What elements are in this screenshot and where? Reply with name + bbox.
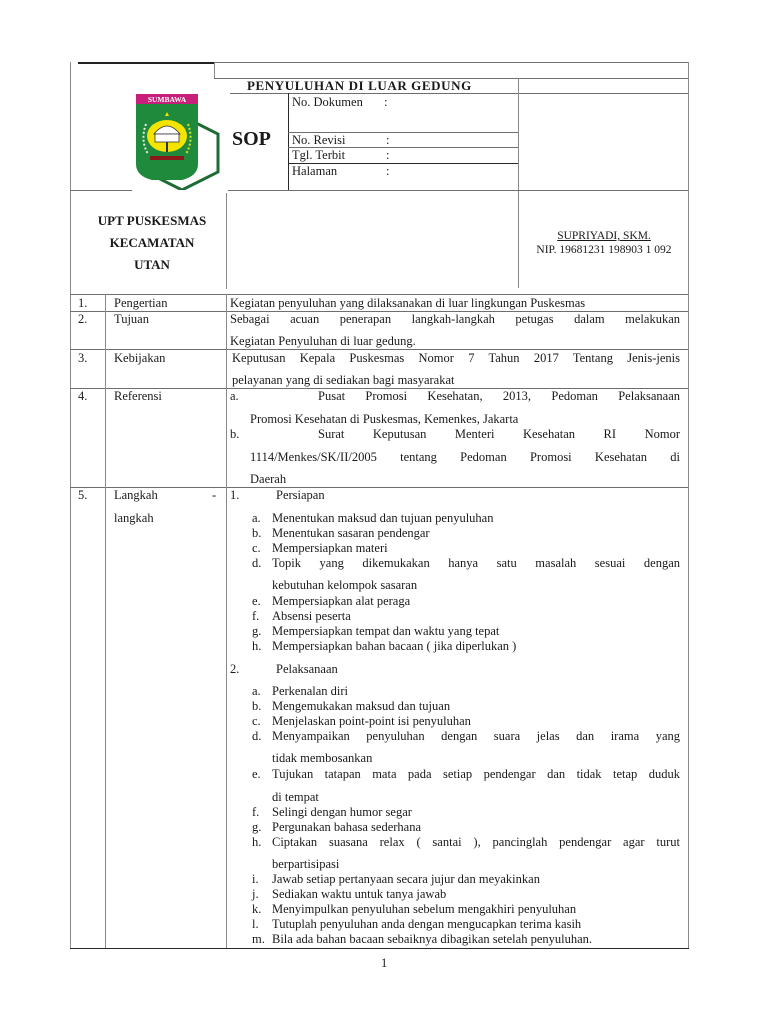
row-number: 2. [78,312,88,326]
header-bottom-left [70,190,132,191]
signature-column-divider [518,78,519,288]
item-letter: i. [252,872,259,886]
reference-letter: b. [230,427,240,441]
item-letter: e. [252,594,261,608]
field-label-halaman: Halaman [292,164,338,178]
list-item: Menyimpulkan penyuluhan sebelum mengakhiri penyuluhan [272,902,577,916]
row-number: 3. [78,351,88,365]
item-letter: f. [252,805,260,819]
item-letter: b. [252,526,262,540]
list-item: Menjelaskan point-point isi penyuluhan [272,714,471,728]
reference-text: 1114/Menkes/SK/II/2005 tentang Pedoman Promosi Kesehatan di [250,450,680,464]
item-letter: h. [252,835,262,849]
header-divider [214,62,215,78]
list-item: Topik yang dikemukakan hanya satu masalah sesuai dengan [272,556,680,570]
item-letter: d. [252,556,262,570]
table-border-left [70,62,71,948]
field-separator: : [386,133,390,147]
table-border-bottom [70,948,689,949]
reference-text: Daerah [250,472,287,486]
reference-text: Surat Keputusan Menteri Kesehatan RI Nomor [318,427,680,441]
organization-name [76,210,228,276]
row-label-dash: - [212,488,217,502]
item-letter: c. [252,714,261,728]
item-letter: j. [252,887,259,901]
signatory-nip: NIP. 19681231 198903 1 092 [536,244,672,256]
list-item: Sediakan waktu untuk tanya jawab [272,887,447,901]
list-item: Ciptakan suasana relax ( santai ), pancinglah pendengar agar turut [272,835,680,849]
list-item: Menentukan maksud dan tujuan penyuluhan [272,511,494,525]
row-content: Kegiatan penyuluhan yang dilaksanakan di luar lingkungan Puskesmas [230,296,586,310]
row-rule [70,487,688,488]
reference-text: Promosi Kesehatan di Puskesmas, Kemenkes, Jakarta [250,412,519,426]
item-letter: h. [252,639,262,653]
field-label-no-revisi: No. Revisi [292,133,346,147]
item-letter: g. [252,820,262,834]
item-letter: b. [252,699,262,713]
sop-divider [288,93,289,190]
list-item: Mempersiapkan tempat dan waktu yang tepat [272,624,500,638]
item-letter: m. [252,932,265,946]
org-line: UPT PUSKESMAS [97,213,207,228]
row-rule [70,294,688,295]
field-separator: : [384,95,388,109]
item-letter: a. [252,684,261,698]
list-item-continuation: berpartisipasi [272,857,340,871]
list-item: Tujukan tatapan mata pada setiap pendengar dan tidak tetap duduk [272,767,680,781]
field-label-no-dokumen: No. Dokumen [292,95,363,109]
row-number: 1. [78,296,88,310]
row-label: Referensi [114,389,162,403]
list-item: Selingi dengan humor segar [272,805,412,819]
item-letter: l. [252,917,259,931]
list-item: Pergunakan bahasa sederhana [272,820,422,834]
column-rule-label [226,294,227,948]
item-letter: a. [252,511,261,525]
svg-text:SUMBAWA: SUMBAWA [147,95,187,104]
section-number: 1. [230,488,240,502]
row-number: 4. [78,389,88,403]
title-row-bottom [230,93,688,94]
org-line: UTAN [134,257,170,272]
section-number: 2. [230,662,240,676]
list-item: Mempersiapkan alat peraga [272,594,411,608]
item-letter: f. [252,609,260,623]
row-number: 5. [78,488,88,502]
list-item-continuation: di tempat [272,790,319,804]
top-left-rule [78,62,214,64]
list-item: Mempersiapkan bahan bacaan ( jika diperlukan ) [272,639,517,653]
list-item: Mengemukakan maksud dan tujuan [272,699,451,713]
column-rule-no [105,294,106,948]
row-content: Kegiatan Penyuluhan di luar gedung. [230,334,416,348]
org-line: KECAMATAN [109,235,195,250]
page-number: 1 [381,956,388,970]
reference-text: Pusat Promosi Kesehatan, 2013, Pedoman Pelaksanaan [318,389,680,403]
field-label-tgl-terbit: Tgl. Terbit [292,148,346,162]
list-item: Menentukan sasaran pendengar [272,526,430,540]
list-item: Jawab setiap pertanyaan secara jujur dan meyakinkan [272,872,540,886]
item-letter: k. [252,902,262,916]
header-bottom-right [228,190,688,191]
field-separator: : [386,164,390,178]
row-label: Kebijakan [114,351,166,365]
list-item: Perkenalan diri [272,684,349,698]
row-label: langkah [114,511,154,525]
signatory-name: SUPRIYADI, SKM. [557,230,651,242]
list-item: Menyampaikan penyuluhan dengan suara jelas dan irama yang [272,729,680,743]
list-item: Mempersiapkan materi [272,541,388,555]
field-separator: : [386,148,390,162]
row-label: Pengertian [114,296,168,310]
list-item: Tutuplah penyuluhan anda dengan mengucapkan terima kasih [272,917,582,931]
section-title: Pelaksanaan [276,662,338,676]
list-item: Absensi peserta [272,609,351,623]
row-rule [70,349,688,350]
list-item-continuation: tidak membosankan [272,751,373,765]
signatory-block [520,229,688,257]
item-letter: c. [252,541,261,555]
item-letter: d. [252,729,262,743]
item-letter: e. [252,767,261,781]
reference-letter: a. [230,389,239,403]
sop-label: SOP [232,128,271,150]
row-content: Keputusan Kepala Puskesmas Nomor 7 Tahun 2017 Tentang Jenis-jenis [232,351,680,365]
row-label: Tujuan [114,312,149,326]
item-letter: g. [252,624,262,638]
row-content: pelayanan yang di sediakan bagi masyarakat [232,373,455,387]
document-title: PENYULUHAN DI LUAR GEDUNG [247,78,472,93]
section-title: Persiapan [276,488,325,502]
table-border-right [688,62,689,948]
row-label: Langkah [114,488,158,502]
table-border-top [214,62,688,63]
row-content: Sebagai acuan penerapan langkah-langkah petugas dalam melakukan [230,312,680,326]
sumbawa-emblem-icon [132,94,226,190]
list-item: Bila ada bahan bacaan sebaiknya dibagikan setelah penyuluhan. [272,932,593,946]
list-item-continuation: kebutuhan kelompok sasaran [272,578,418,592]
logo [132,94,226,190]
